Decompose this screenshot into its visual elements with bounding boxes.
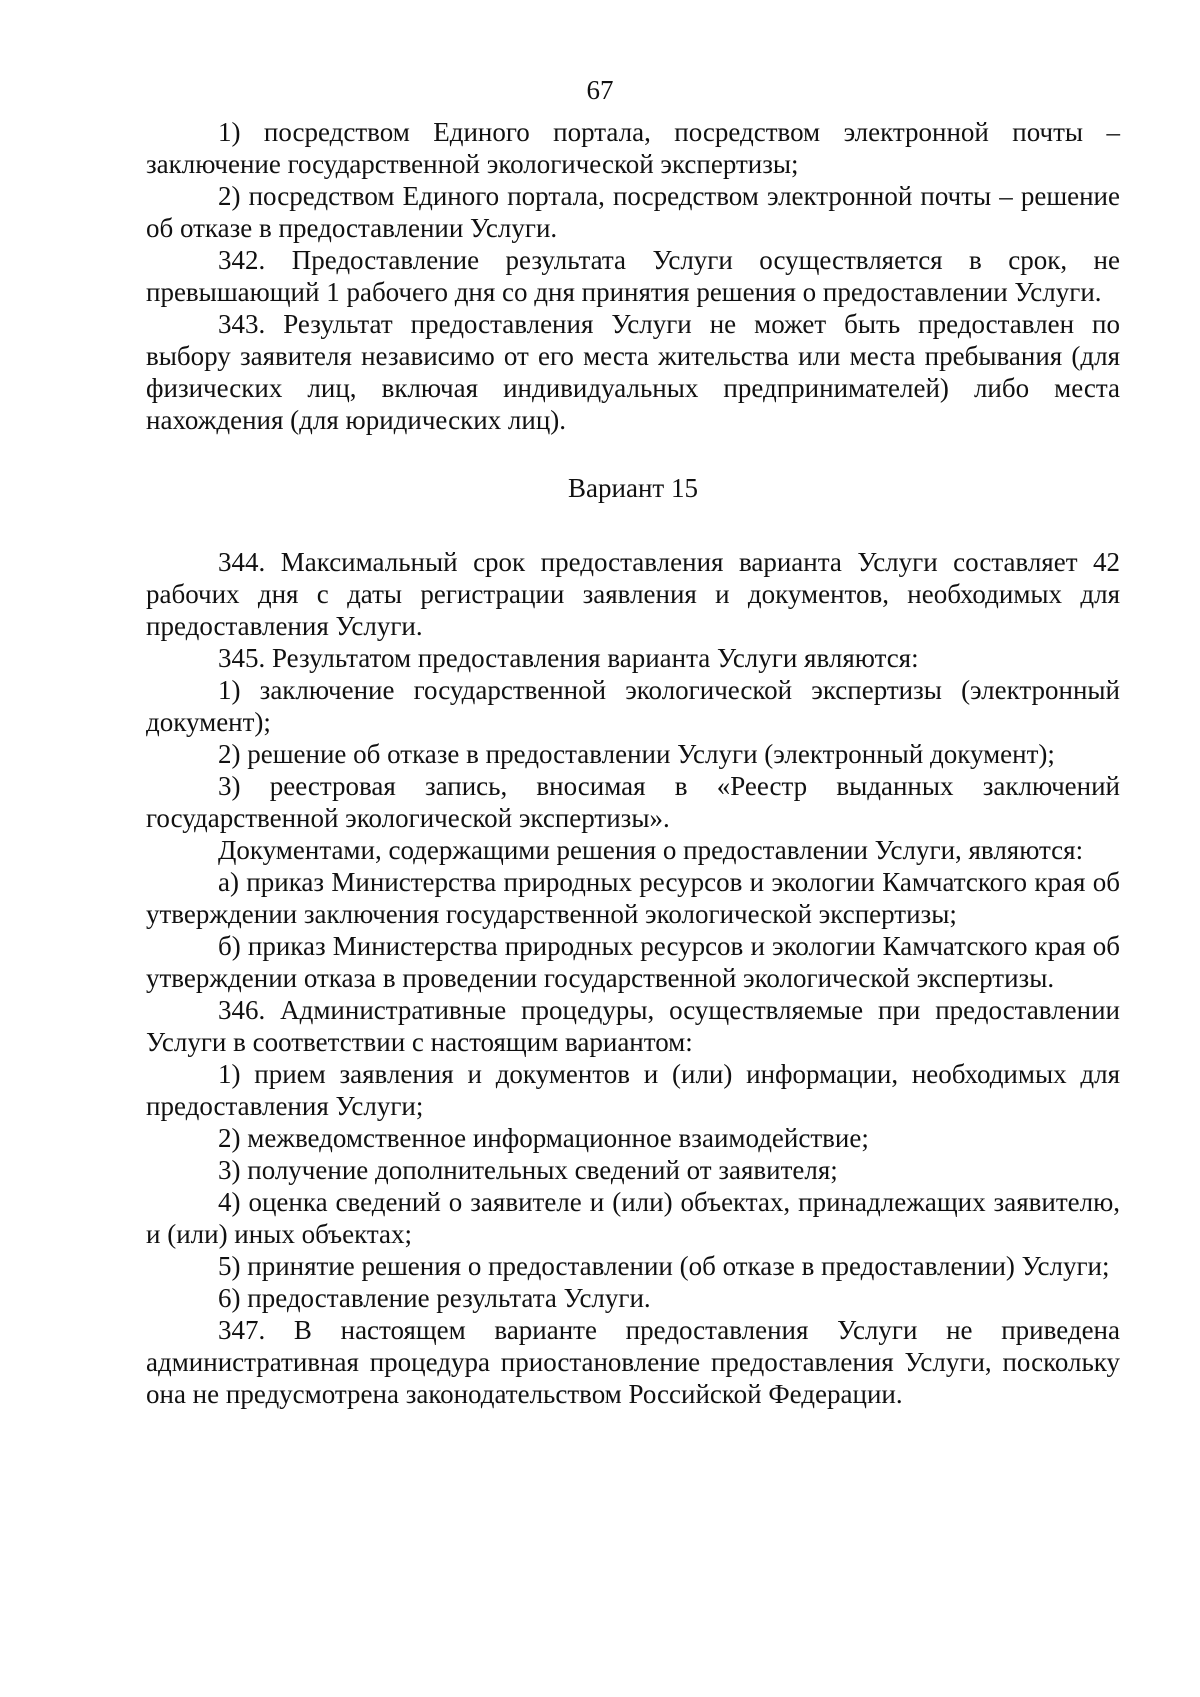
paragraph-decision-documents: Документами, содержащими решения о предоставлении Услуги, являются:	[218, 835, 1084, 865]
document-body	[146, 116, 1120, 1410]
paragraph-delivery-refusal: 2) посредством Единого портала, посредством электронной почты – решение об отказе в предоставлении Услуги.	[146, 181, 1120, 243]
list-item-procedure-4: 4) оценка сведений о заявителе и (или) объектах, принадлежащих заявителю, и (или) иных объектах;	[146, 1187, 1120, 1249]
list-item-result-3: 3) реестровая запись, вносимая в «Реестр выданных заключений государственной экологической экспертизы».	[146, 771, 1120, 833]
list-item-procedure-5: 5) принятие решения о предоставлении (об отказе в предоставлении) Услуги;	[218, 1251, 1110, 1281]
paragraph-346: 346. Административные процедуры, осуществляемые при предоставлении Услуги в соответствии с настоящим вариантом:	[146, 995, 1120, 1057]
paragraph-344: 344. Максимальный срок предоставления варианта Услуги составляет 42 рабочих дня с даты регистрации заявления и документов, необходимых для предоставления Услуги.	[146, 547, 1120, 641]
list-item-order-b: б) приказ Министерства природных ресурсов и экологии Камчатского края об утверждении отказа в проведении государственной экологической экспертизы.	[146, 931, 1120, 993]
list-item-order-a: а) приказ Министерства природных ресурсов и экологии Камчатского края об утверждении заключения государственной экологической экспертизы;	[146, 867, 1120, 929]
paragraph-345: 345. Результатом предоставления варианта Услуги являются:	[218, 643, 919, 673]
paragraph-343: 343. Результат предоставления Услуги не может быть предоставлен по выбору заявителя независимо от его места жительства или места пребывания (для физических лиц, включая индивидуальных предпринимателей) либо места нахождения (для юридических лиц).	[146, 309, 1120, 435]
page-number: 67	[586, 75, 614, 105]
list-item-procedure-1: 1) прием заявления и документов и (или) информации, необходимых для предоставления Услуги;	[146, 1059, 1120, 1121]
list-item-procedure-6: 6) предоставление результата Услуги.	[218, 1283, 651, 1313]
paragraph-delivery-conclusion: 1) посредством Единого портала, посредством электронной почты – заключение государственной экологической экспертизы;	[146, 117, 1120, 179]
section-heading: Вариант 15	[568, 473, 698, 503]
paragraph-347: 347. В настоящем варианте предоставления Услуги не приведена административная процедура приостановление предоставления Услуги, поскольку она не предусмотрена законодательством Российской Федерации.	[146, 1315, 1120, 1409]
paragraph-342: 342. Предоставление результата Услуги осуществляется в срок, не превышающий 1 рабочего дня со дня принятия решения о предоставлении Услуги.	[146, 245, 1120, 307]
list-item-procedure-2: 2) межведомственное информационное взаимодействие;	[218, 1123, 869, 1153]
list-item-procedure-3: 3) получение дополнительных сведений от заявителя;	[218, 1155, 838, 1185]
list-item-result-2: 2) решение об отказе в предоставлении Услуги (электронный документ);	[218, 739, 1055, 769]
list-item-result-1: 1) заключение государственной экологической экспертизы (электронный документ);	[146, 675, 1120, 737]
